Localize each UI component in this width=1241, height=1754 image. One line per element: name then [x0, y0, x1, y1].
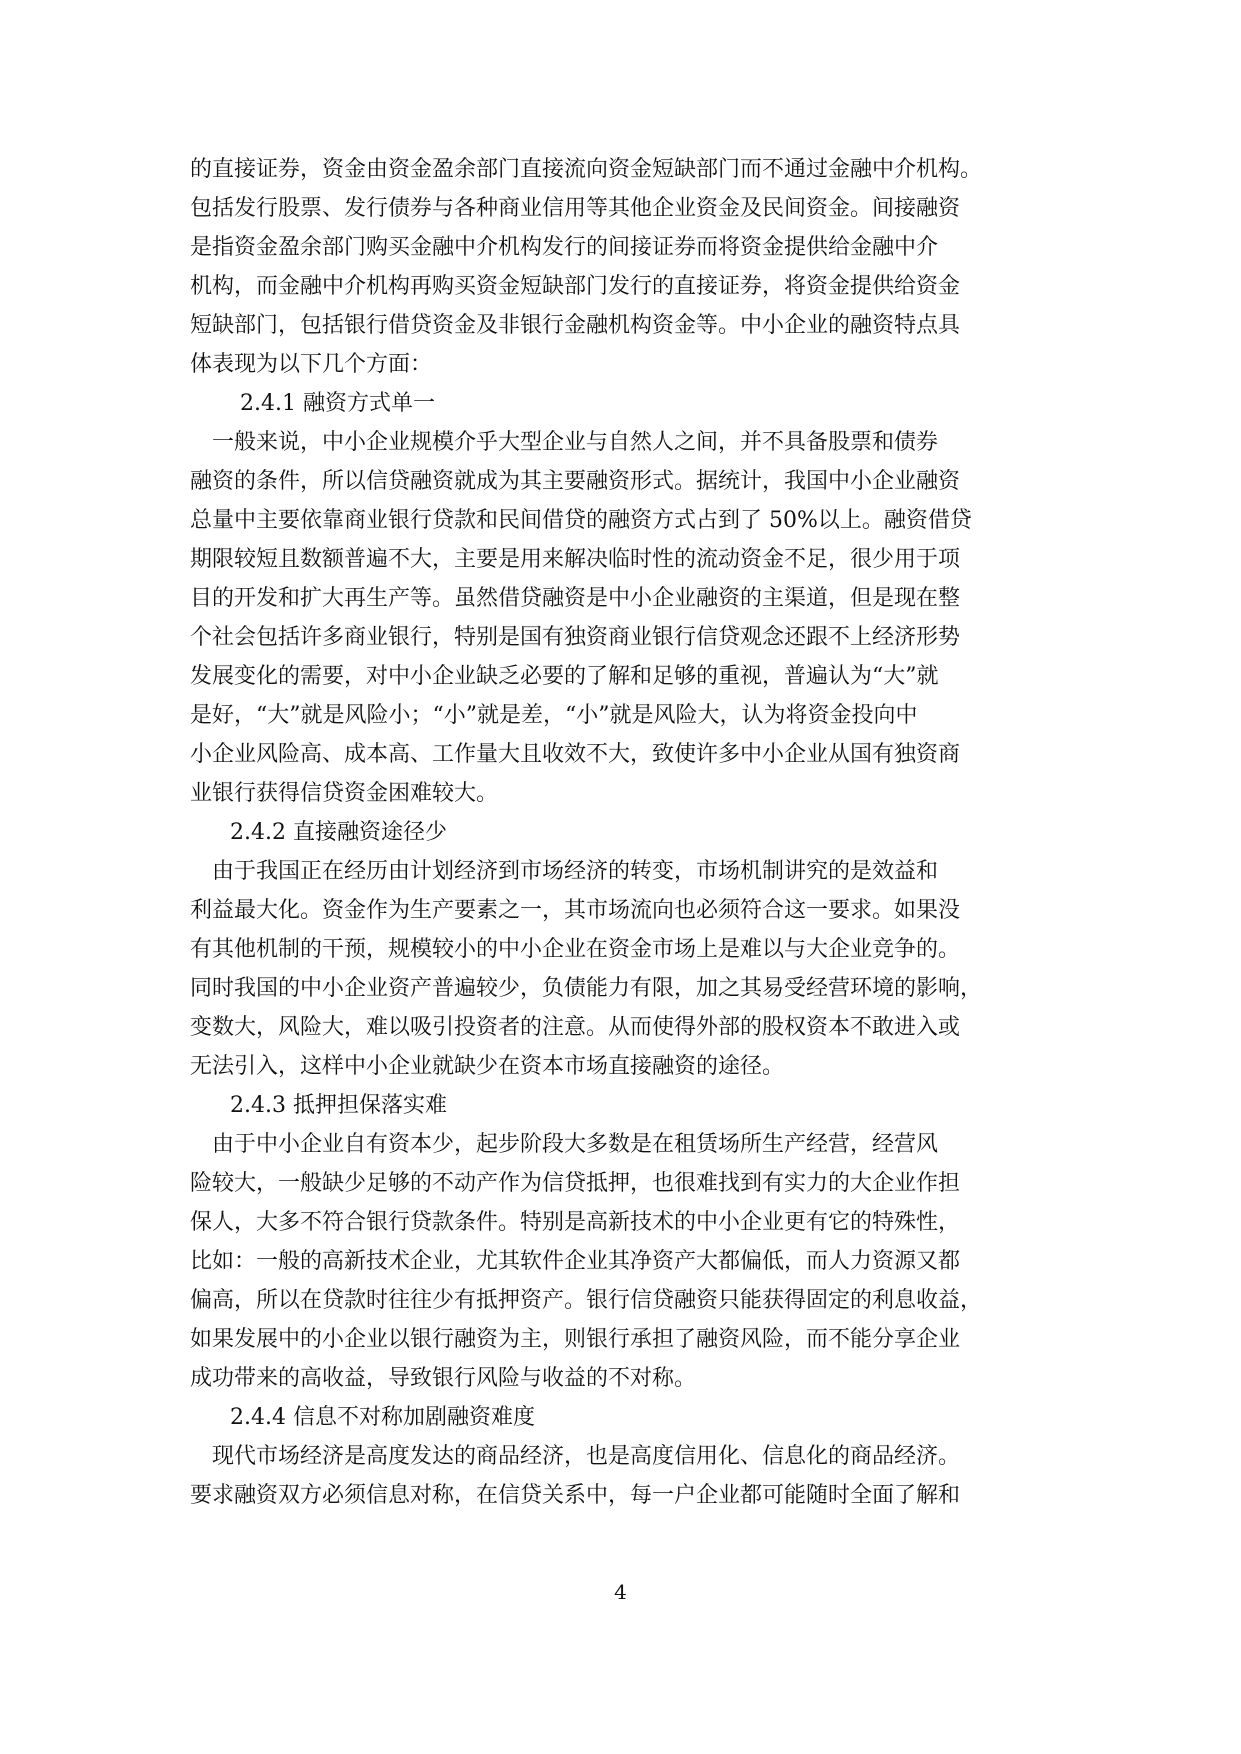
paragraph-line: 目的开发和扩大再生产等。虽然借贷融资是中小企业融资的主渠道，但是现在整	[190, 586, 961, 611]
paragraph-line: 短缺部门，包括银行借贷资金及非银行金融机构资金等。中小企业的融资特点具	[190, 313, 961, 338]
paragraph-line: 期限较短且数额普遍不大，主要是用来解决临时性的流动资金不足，很少用于项	[190, 547, 961, 572]
paragraph-line: 机构，而金融中介机构再购买资金短缺部门发行的直接证券，将资金提供给资金	[190, 274, 961, 299]
paragraph-line: 成功带来的高收益，导致银行风险与收益的不对称。	[190, 1366, 697, 1391]
paragraph-line: 现代市场经济是高度发达的商品经济，也是高度信用化、信息化的商品经济。	[190, 1444, 961, 1469]
paragraph-line: 小企业风险高、成本高、工作量大且收效不大，致使许多中小企业从国有独资商	[190, 742, 961, 767]
paragraph-line: 是指资金盈余部门购买金融中介机构发行的间接证券而将资金提供给金融中介	[190, 235, 939, 260]
page-number: 4	[614, 1580, 627, 1604]
paragraph-line: 保人，大多不符合银行贷款条件。特别是高新技术的中小企业更有它的特殊性，	[190, 1210, 961, 1235]
paragraph-line: 险较大，一般缺少足够的不动产作为信贷抵押，也很难找到有实力的大企业作担	[190, 1171, 961, 1196]
paragraph-line: 体表现为以下几个方面：	[190, 352, 433, 377]
paragraph-line: 有其他机制的干预，规模较小的中小企业在资金市场上是难以与大企业竞争的。	[190, 937, 961, 962]
paragraph-line: 业银行获得信贷资金困难较大。	[190, 781, 499, 806]
paragraph-line: 是好，“大”就是风险小；“小”就是差，“小”就是风险大，认为将资金投向中	[190, 703, 918, 728]
section-heading-2-4-3: 2.4.3 抵押担保落实难	[230, 1093, 447, 1118]
paragraph-line: 由于我国正在经历由计划经济到市场经济的转变，市场机制讲究的是效益和	[190, 859, 939, 884]
paragraph-line: 同时我国的中小企业资产普遍较少，负债能力有限，加之其易受经营环境的影响，	[190, 976, 983, 1001]
paragraph-line: 总量中主要依靠商业银行贷款和民间借贷的融资方式占到了 50%以上。融资借贷	[190, 508, 972, 533]
paragraph-line: 由于中小企业自有资本少，起步阶段大多数是在租赁场所生产经营，经营风	[190, 1132, 939, 1157]
paragraph-line: 包括发行股票、发行债券与各种商业信用等其他企业资金及民间资金。间接融资	[190, 196, 961, 221]
paragraph-line: 无法引入，这样中小企业就缺少在资本市场直接融资的途径。	[190, 1054, 785, 1079]
paragraph-line: 变数大，风险大，难以吸引投资者的注意。从而使得外部的股权资本不敢进入或	[190, 1015, 961, 1040]
paragraph-line: 个社会包括许多商业银行，特别是国有独资商业银行信贷观念还跟不上经济形势	[190, 625, 961, 650]
section-heading-2-4-4: 2.4.4 信息不对称加剧融资难度	[230, 1405, 535, 1430]
paragraph-line: 偏高，所以在贷款时往往少有抵押资产。银行信贷融资只能获得固定的利息收益，	[190, 1288, 983, 1313]
paragraph-line: 一般来说，中小企业规模介乎大型企业与自然人之间，并不具备股票和债券	[190, 430, 939, 455]
paragraph-line: 比如：一般的高新技术企业，尤其软件企业其净资产大都偏低，而人力资源又都	[190, 1249, 961, 1274]
paragraph-line: 发展变化的需要，对中小企业缺乏必要的了解和足够的重视，普遍认为“大”就	[190, 664, 939, 689]
paragraph-line: 利益最大化。资金作为生产要素之一，其市场流向也必须符合这一要求。如果没	[190, 898, 961, 923]
paragraph-line: 的直接证券，资金由资金盈余部门直接流向资金短缺部门而不通过金融中介机构。	[190, 157, 983, 182]
section-heading-2-4-1: 2.4.1 融资方式单一	[240, 391, 435, 416]
paragraph-line: 要求融资双方必须信息对称，在信贷关系中，每一户企业都可能随时全面了解和	[190, 1483, 961, 1508]
paragraph-line: 如果发展中的小企业以银行融资为主，则银行承担了融资风险，而不能分享企业	[190, 1327, 961, 1352]
document-body	[190, 150, 1050, 1515]
paragraph-line: 融资的条件，所以信贷融资就成为其主要融资形式。据统计，我国中小企业融资	[190, 469, 961, 494]
section-heading-2-4-2: 2.4.2 直接融资途径少	[230, 820, 447, 845]
